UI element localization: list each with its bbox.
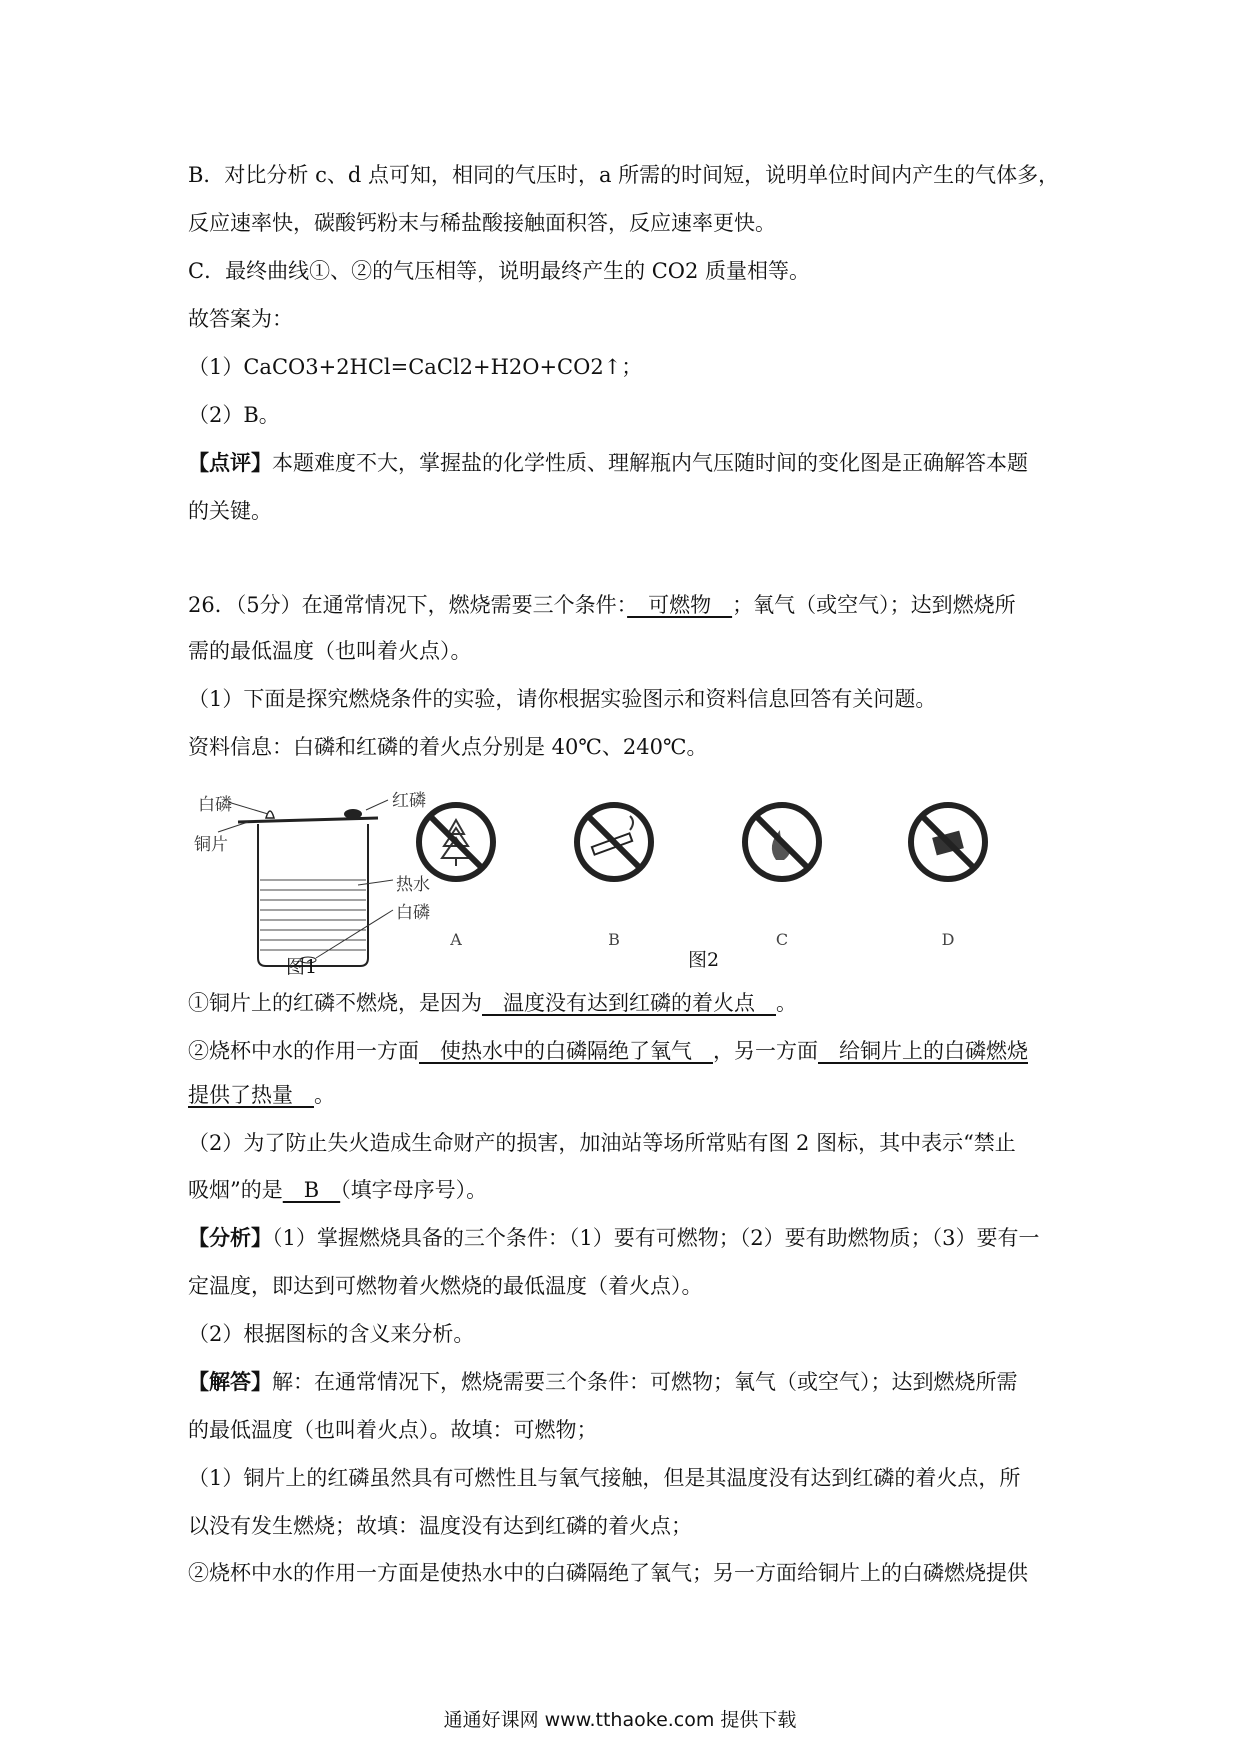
text-line: ②烧杯中水的作用一方面是使热水中的白磷隔绝了氧气；另一方面给铜片上的白磷燃烧提供 <box>188 1561 1028 1585</box>
sign-letter-d: D <box>941 930 955 949</box>
solution-tag: 【解答】 <box>188 1369 272 1394</box>
text-line: C．最终曲线①、②的气压相等，说明最终产生的 CO2 质量相等。 <box>188 259 811 283</box>
text-line: （2）根据图标的含义来分析。 <box>188 1322 475 1346</box>
comment-tag: 【点评】 <box>188 450 272 475</box>
text-line: B．对比分析 c、d 点可知，相同的气压时，a 所需的时间短，说明单位时间内产生的气体多， <box>188 163 1060 187</box>
answer-2 <box>188 1036 1028 1066</box>
label-red-phosphorus: 红磷 <box>392 791 426 811</box>
answer-1 <box>188 988 797 1018</box>
text-line: 故答案为： <box>188 307 293 331</box>
answer-2-cont <box>188 1080 335 1110</box>
text-line: （1）铜片上的红磷虽然具有可燃性且与氧气接触，但是其温度没有达到红磷的着火点，所 <box>188 1466 1021 1490</box>
answer-text: ①铜片上的红磷不燃烧，是因为 <box>188 991 482 1015</box>
text-line: （1）CaCO3+2HCl=CaCl2+H2O+CO2↑； <box>188 355 643 379</box>
text-line: 反应速率快，碳酸钙粉末与稀盐酸接触面积答，反应速率更快。 <box>188 211 776 235</box>
analysis-line <box>188 1223 1039 1253</box>
question-text: 26．（5分）在通常情况下，燃烧需要三个条件： <box>188 593 628 617</box>
label-white-phosphorus-bottom: 白磷 <box>396 903 430 923</box>
answer-text: 。 <box>314 1083 335 1107</box>
text-line: 定温度，即达到可燃物着火燃烧的最低温度（着火点）。 <box>188 1274 703 1298</box>
answer-text: （填字母序号）。 <box>340 1178 488 1202</box>
page-footer: 通通好课网 www.tthaoke.com 提供下载 <box>443 1709 797 1731</box>
no-smoking-icon <box>572 800 656 884</box>
text-line: 的最低温度（也叫着火点）。故填：可燃物； <box>188 1418 598 1442</box>
question-26 <box>188 590 1016 620</box>
info-line: 资料信息：白磷和红磷的着火点分别是 40℃、240℃。 <box>188 735 708 759</box>
answer-blank: 温度没有达到红磷的着火点 <box>482 991 776 1015</box>
answer-blank: B <box>282 1178 341 1202</box>
sign-letter-c: C <box>775 930 789 949</box>
text-line: （1）下面是探究燃烧条件的实验，请你根据实验图示和资料信息回答有关问题。 <box>188 687 937 711</box>
comment-text: 本题难度不大，掌握盐的化学性质、理解瓶内气压随时间的变化图是正确解答本题 <box>272 451 1028 475</box>
analysis-text: （1）掌握燃烧具备的三个条件：（1）要有可燃物；（2）要有助燃物质；（3）要有一 <box>272 1226 1040 1250</box>
solution-text: 解：在通常情况下，燃烧需要三个条件：可燃物；氧气（或空气）；达到燃烧所需 <box>272 1370 1018 1394</box>
answer-text: 。 <box>776 991 797 1015</box>
solution-line <box>188 1367 1018 1397</box>
sign-letter-a: A <box>450 930 462 949</box>
answer-blank: 给铜片上的白磷燃烧 <box>818 1039 1028 1063</box>
question-text: ；氧气（或空气）；达到燃烧所 <box>732 593 1016 617</box>
text-line: （2）B。 <box>188 403 280 427</box>
text-line: 的关键。 <box>188 499 272 523</box>
question-2-answer <box>188 1175 487 1205</box>
analysis-tag: 【分析】 <box>188 1225 272 1250</box>
sign-letter-b: B <box>608 930 620 949</box>
label-white-phosphorus-top: 白磷 <box>198 795 232 815</box>
figure-2-caption: 图2 <box>688 949 720 971</box>
answer-text: ②烧杯中水的作用一方面 <box>188 1039 419 1063</box>
no-open-flame-icon <box>740 800 824 884</box>
answer-text: ，另一方面 <box>713 1039 818 1063</box>
no-fireworks-icon <box>414 800 498 884</box>
text-line: 以没有发生燃烧；故填：温度没有达到红磷的着火点； <box>188 1514 692 1538</box>
label-hot-water: 热水 <box>396 875 430 895</box>
label-copper-sheet: 铜片 <box>194 835 228 855</box>
figure-1-caption: 图1 <box>286 956 318 978</box>
comment-line <box>188 448 1028 478</box>
answer-text: 吸烟”的是 <box>188 1178 283 1202</box>
answer-blank: 使热水中的白磷隔绝了氧气 <box>419 1039 713 1063</box>
answer-blank: 提供了热量 <box>188 1083 314 1107</box>
answer-blank: 可燃物 <box>627 593 733 617</box>
text-line: （2）为了防止失火造成生命财产的损害，加油站等场所常贴有图 2 图标，其中表示“禁止 <box>188 1131 1016 1155</box>
no-lighter-icon <box>906 800 990 884</box>
text-line: 需的最低温度（也叫着火点）。 <box>188 639 472 663</box>
